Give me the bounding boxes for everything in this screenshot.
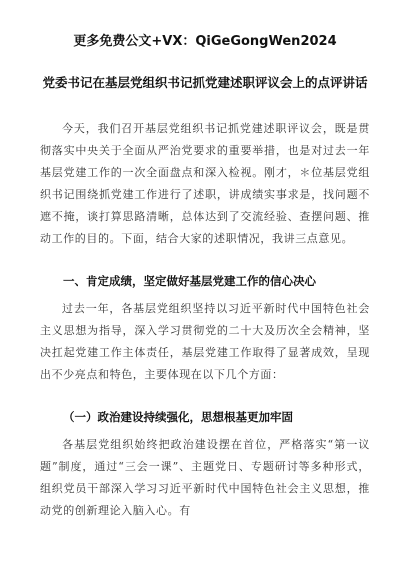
subsection-heading-1: （一）政治建设持续强化，思想根基更加牢固: [63, 410, 293, 424]
watermark-header: 更多免费公文+VX：QiGeGongWen2024: [73, 34, 337, 49]
section-heading-1: 一、肯定成绩，坚定做好基层党建工作的信心决心: [63, 274, 316, 288]
paragraph-subsection-1: 各基层党组织始终把政治建设摆在首位，严格落实“第一议题”制度，通过“三会一课”、主题党日、专题研讨等多种形式，组织党员干部深入学习习近平新时代中国特色社会主义思想，推动党的创新理论入脑入心。有: [40, 438, 370, 517]
document-title: 党委书记在基层党组织书记抓党建述职评议会上的点评讲话: [42, 75, 368, 90]
paragraph-intro: 今天，我们召开基层党组织书记抓党建述职评议会，既是贯彻落实中央关于全面从严治党要求的重要举措，也是对过去一年基层党建工作的一次全面盘点和深入检视。刚才，＊位基层党组织书记围绕抓党建工作进行了述职，讲成绩实事求是，找问题不遮不掩，谈打算思路清晰，总体达到了交流经验、查摆问题、推动工作的目的。下面，结合大家的述职情况，我讲三点意见。: [40, 122, 370, 245]
paragraph-section-1: 过去一年，各基层党组织坚持以习近平新时代中国特色社会主义思想为指导，深入学习贯彻党的二十大及历次全会精神，坚决扛起党建工作主体责任，基层党建工作取得了显著成效，呈现出不少亮点和特色，主要体现在以下几个方面：: [40, 302, 370, 381]
